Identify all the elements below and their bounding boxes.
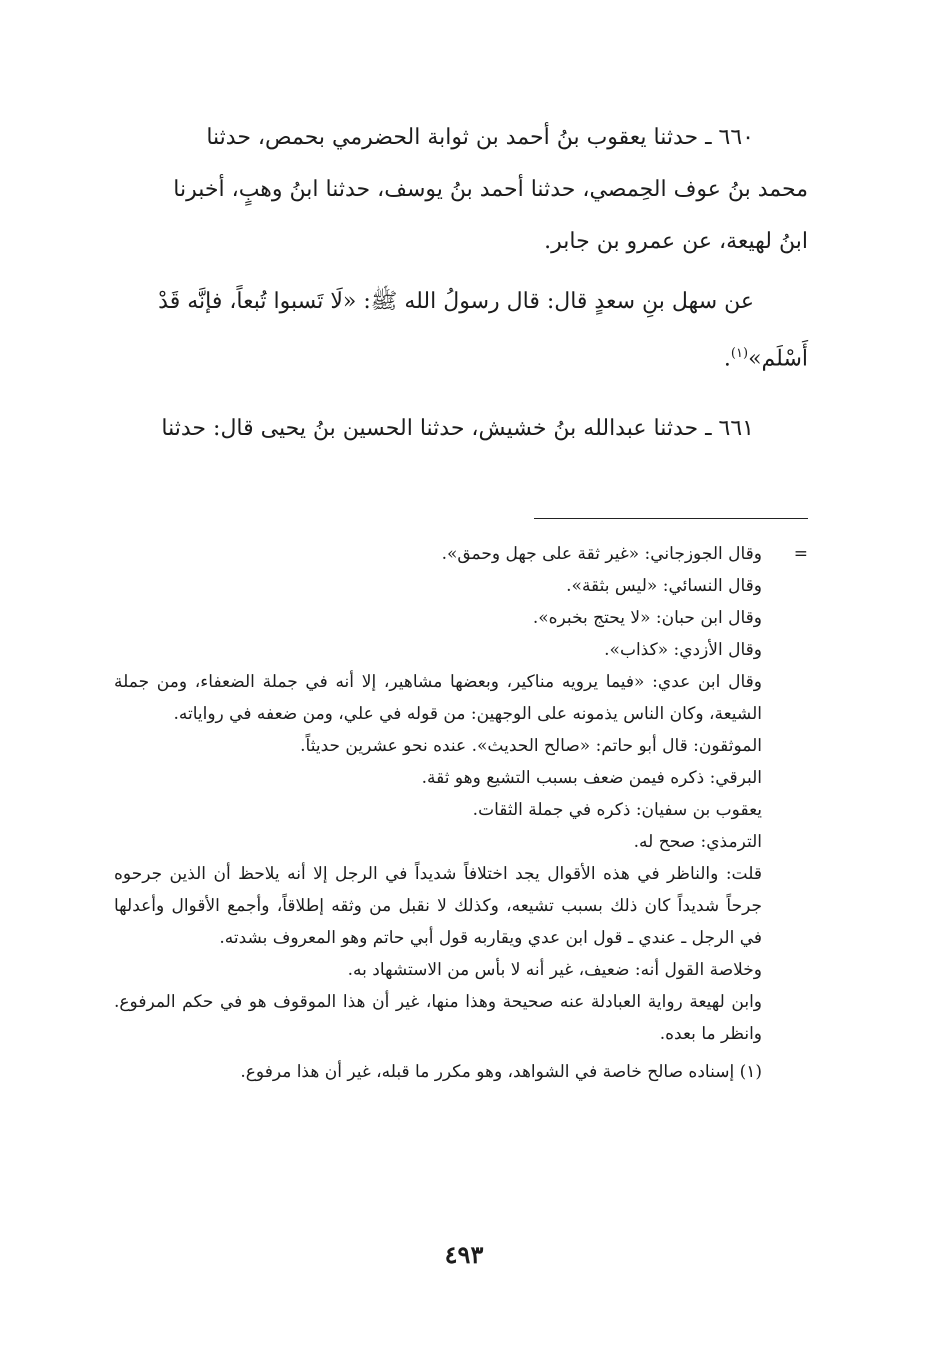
hadith-660-line-3: ابنُ لهيعة، عن عمرو بن جابر. [544, 229, 808, 254]
hadith-660-line-2: محمد بنُ عوف الحِمصي، حدثنا أحمد بنُ يوسف، حدثنا ابنُ وهبٍ، أخبرنا [173, 177, 808, 202]
continuation-mark: = [793, 544, 808, 564]
footnote-line: الموثقون: قال أبو حاتم: «صالح الحديث». عنده نحو عشرين حديثاً. [300, 736, 762, 756]
main-text [114, 112, 808, 455]
footnotes-section [114, 538, 808, 1088]
footnote-1: (١) إسناده صالح خاصة في الشواهد، وهو مكرر ما قبله، غير أن هذا مرفوع. [240, 1062, 762, 1082]
footnote-paragraph: وابن لهيعة رواية العبادلة عنه صحيحة وهذا منها، غير أن هذا الموقوف هو في حكم المرفوع. وانظر ما بعده. [114, 992, 762, 1044]
footnote-line [114, 538, 808, 570]
footnote-ref-1: (١) [730, 346, 749, 361]
footnote-line: وخلاصة القول أنه: ضعيف، غير أنه لا بأس من الاستشهاد به. [347, 960, 762, 980]
matn-line-2-text: أَسْلَم» [748, 346, 808, 372]
matn-line-2 [114, 328, 808, 385]
hadith-661-line-1: ٦٦١ ـ حدثنا عبدالله بنُ خشيش، حدثنا الحسين بنُ يحيى قال: حدثنا [161, 416, 754, 442]
footnote-line: وقال الأزدي: «كذاب». [604, 640, 762, 660]
footnote-line: البرقي: ذكره فيمن ضعف بسبب التشيع وهو ثقة. [421, 768, 762, 788]
footnote-line: يعقوب بن سفيان: ذكره في جملة الثقات. [472, 800, 762, 820]
footnote-paragraph: وقال ابن عدي: «فيما يرويه مناكير، وبعضها مشاهير، إلا أنه في جملة الضعفاء، ومن جملة الشيعة، وكان الناس يذمونه على الوجهين: من قوله في علي، ومن ضعفه في رواياته. [114, 672, 762, 724]
footnote-text: وقال الجوزجاني: «غير ثقة على جهل وحمق». [441, 544, 762, 564]
footnote-divider [534, 518, 808, 519]
footnote-line: وقال ابن حبان: «لا يحتج بخبره». [532, 608, 762, 628]
page-number: ٤٩٣ [444, 1240, 484, 1269]
hadith-660-line-1: ٦٦٠ ـ حدثنا يعقوب بنُ أحمد بن ثوابة الحضرمي بحمص، حدثنا [206, 125, 754, 150]
footnote-line: الترمذي: صحح له. [633, 832, 762, 852]
matn-line-2-end: . [723, 346, 731, 372]
footnote-line: وقال النسائي: «ليس بثقة». [566, 576, 762, 596]
footnote-paragraph: قلت: والناظر في هذه الأقوال يجد اختلافاً شديداً في الرجل إلا أنه يلاحظ أن الذين جرحوه جرحاً شديداً كان ذلك بسبب تشيعه، وكذلك لا نقبل من وثقه إطلاقاً، وأجمع الأقوال وأعدلها في الرجل ـ عندي ـ قول ابن عدي ويقاربه قول أبي حاتم وهو المعروف بشدته. [114, 864, 762, 948]
matn-line-1: عن سهل بنِ سعدٍ قال: قال رسولُ الله ﷺ: «لَا تَسبوا تُبعاً، فإنَّه قَدْ [158, 289, 754, 314]
